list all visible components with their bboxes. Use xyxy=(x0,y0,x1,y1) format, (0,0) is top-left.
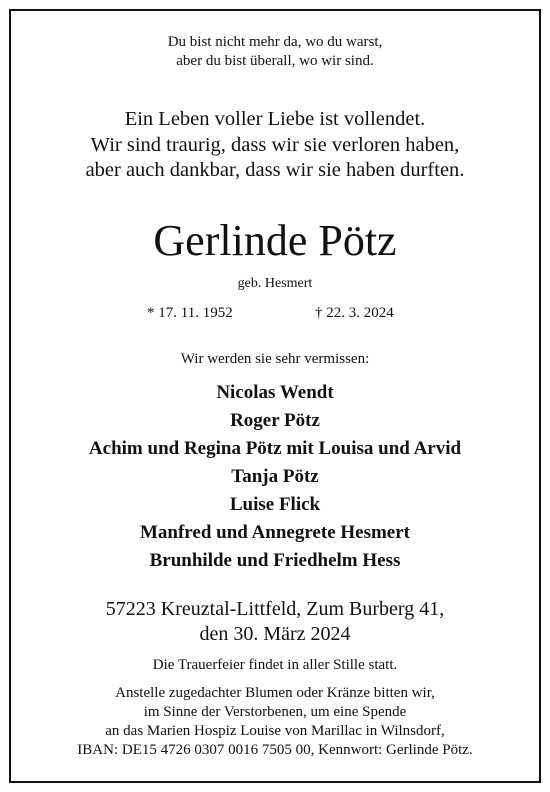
funeral-note: Die Trauerfeier findet in aller Stille statt. xyxy=(152,657,398,673)
mourner-name: Roger Pötz xyxy=(230,410,320,431)
mourner-name: Manfred und Annegrete Hesmert xyxy=(139,522,411,543)
mourner-name: Tanja Pötz xyxy=(231,466,319,487)
verse-line: Ein Leben voller Liebe ist vollendet. xyxy=(124,108,426,130)
death-date: † 22. 3. 2024 xyxy=(315,305,394,321)
motto-line: Du bist nicht mehr da, wo du warst, xyxy=(167,34,383,50)
mourner-name: Brunhilde und Friedhelm Hess xyxy=(149,550,401,571)
address-line: 57223 Kreuztal-Littfeld, Zum Burberg 41, xyxy=(105,598,445,620)
birth-date: * 17. 11. 1952 xyxy=(147,305,233,321)
obituary-notice xyxy=(9,9,541,783)
donation-line: an das Marien Hospiz Louise von Marillac in Wilnsdorf, xyxy=(105,723,445,739)
mourners-intro: Wir werden sie sehr vermissen: xyxy=(180,351,370,367)
mourner-name: Luise Flick xyxy=(229,494,321,515)
deceased-name: Gerlinde Pötz xyxy=(153,216,397,265)
maiden-name: geb. Hesmert xyxy=(237,276,313,291)
donation-iban: IBAN: DE15 4726 0307 0016 7505 00, Kennwort: Gerlinde Pötz. xyxy=(77,742,473,758)
mourner-name: Achim und Regina Pötz mit Louisa und Arvid xyxy=(88,438,462,459)
donation-line: Anstelle zugedachter Blumen oder Kränze bitten wir, xyxy=(115,685,435,701)
verse xyxy=(11,107,539,184)
donation-line: im Sinne der Verstorbenen, um eine Spende xyxy=(143,704,407,720)
mourners-list xyxy=(11,379,539,575)
address-date: den 30. März 2024 xyxy=(199,623,351,645)
verse-line: aber auch dankbar, dass wir sie haben durften. xyxy=(85,159,465,181)
donation-note xyxy=(11,684,539,760)
address-block xyxy=(11,597,539,647)
motto xyxy=(11,33,539,71)
motto-line: aber du bist überall, wo wir sind. xyxy=(176,53,374,69)
verse-line: Wir sind traurig, dass wir sie verloren haben, xyxy=(90,133,460,156)
mourner-name: Nicolas Wendt xyxy=(216,382,334,403)
